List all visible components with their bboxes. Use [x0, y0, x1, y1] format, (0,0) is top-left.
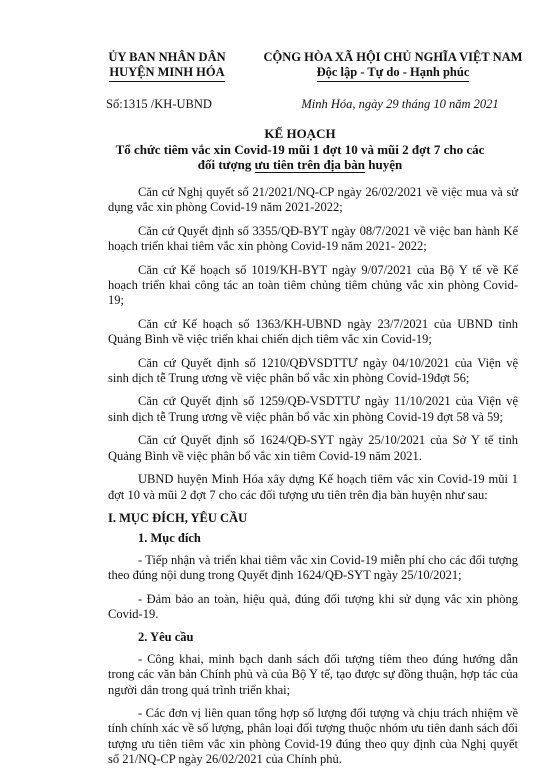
motto-line-2: Độc lập - Tự do - Hạnh phúc	[317, 65, 470, 82]
paragraph: - Công khai, minh bạch danh sách đối tượng tiêm theo đúng hướng dẫn trong các văn bản Chính phủ và của Bộ Y tế, tạo được sự đồng thuận, hợp tác của người dân trong quá trình triển khai;	[108, 651, 518, 697]
paragraph: Căn cứ Quyết định số 1210/QĐVSDTTƯ ngày 04/10/2021 của Viện vệ sinh dịch tễ Trung ương về việc phân bổ vắc xin phòng Covid-19đợt 56;	[108, 355, 518, 386]
paragraph: Căn cứ Quyết định số 3355/QĐ-BYT ngày 08/7/2021 về việc ban hành Kế hoạch triển khai tiêm vắc xin phòng Covid-19 năm 2021- 2022;	[108, 223, 518, 254]
paragraph: - Các đơn vị liên quan tổng hợp số lượng đối tượng và chịu trách nhiệm về tính chính xác về số lượng, phân loại đối tượng thuộc nhóm ưu tiên danh sách đối tượng ưu tiên tiêm vắc xin phòng Covid-19 đúng theo quy định của Nghị quyết số 21/NQ-CP ngày 26/02/2021 của Chính phủ.	[108, 705, 518, 767]
title-line-2	[60, 157, 540, 173]
paragraph: Căn cứ Kế hoạch số 1019/KH-BYT ngày 9/07/2021 của Bộ Y tế về Kế hoạch triển khai công tác an toàn tiêm chủng tiêm chủng vắc xin phòng Covid-19;	[108, 262, 518, 308]
paragraph: Căn cứ Kế hoạch số 1363/KH-UBND ngày 23/7/2021 của UBND tỉnh Quảng Bình về việc triển khai chiến dịch tiêm vắc xin Covid-19;	[108, 316, 518, 347]
national-motto	[258, 50, 528, 82]
title-heading: KẾ HOẠCH	[264, 126, 336, 141]
title-line-2b: ưu tiên trên địa bàn	[254, 157, 366, 172]
issuing-agency	[82, 50, 252, 82]
paragraph: - Tiếp nhận và triển khai tiêm vắc xin Covid-19 miễn phí cho các đối tượng theo đúng nội dung trong Quyết định 1624/QĐ-SYT ngày 25/10/2021;	[108, 552, 518, 583]
document-number: Số:1315 /KH-UBND	[106, 97, 212, 111]
paragraph: Căn cứ Nghị quyết số 21/2021/NQ-CP ngày 26/02/2021 về việc mua và sử dụng vắc xin phòng Covid-19 năm 2021-2022;	[108, 185, 518, 215]
document-body	[108, 185, 518, 776]
agency-line-1: ỦY BAN NHÂN DÂN	[108, 50, 226, 64]
motto-line-1: CỘNG HÒA XÃ HỘI CHỦ NGHĨA VIỆT NAM	[263, 50, 523, 64]
document-title	[60, 126, 540, 173]
document-date: Minh Hóa, ngày 29 tháng 10 năm 2021	[301, 97, 499, 111]
subsection-heading: 1. Mục đích	[138, 531, 201, 546]
title-line-1: Tổ chức tiêm vắc xin Covid-19 mũi 1 đợt 10 và mũi 2 đợt 7 cho các	[115, 141, 485, 157]
section-heading: I. MỤC ĐÍCH, YÊU CẦU	[108, 510, 248, 525]
agency-line-2: HUYỆN MINH HÓA	[109, 65, 224, 82]
title-line-2a: đối tượng	[197, 157, 255, 172]
paragraph: UBND huyện Minh Hóa xây dựng Kế hoạch tiêm vắc xin Covid-19 mũi 1 đợt 10 và mũi 2 đợt 7 cho các đối tượng ưu tiên trên địa bàn huyện như sau:	[108, 472, 518, 502]
paragraph: Căn cứ Quyết định số 1259/QĐ-VSDTTƯ ngày 11/10/2021 của Viện vệ sinh dịch tễ Trung ương về việc phân bổ vắc xin phòng Covid-19 đợt 58 và 59;	[108, 394, 518, 424]
paragraph: Căn cứ Quyết định số 1624/QĐ-SYT ngày 25/10/2021 của Sở Y tế tỉnh Quảng Bình về việc phân bổ vắc xin tiêm Covid-19 năm 2021.	[108, 433, 518, 463]
title-line-2c: huyện	[365, 157, 403, 172]
subsection-heading: 2. Yêu cầu	[138, 630, 194, 645]
paragraph: - Đảm bảo an toàn, hiệu quả, đúng đối tượng khi sử dụng vắc xin phòng Covid-19.	[108, 591, 518, 621]
